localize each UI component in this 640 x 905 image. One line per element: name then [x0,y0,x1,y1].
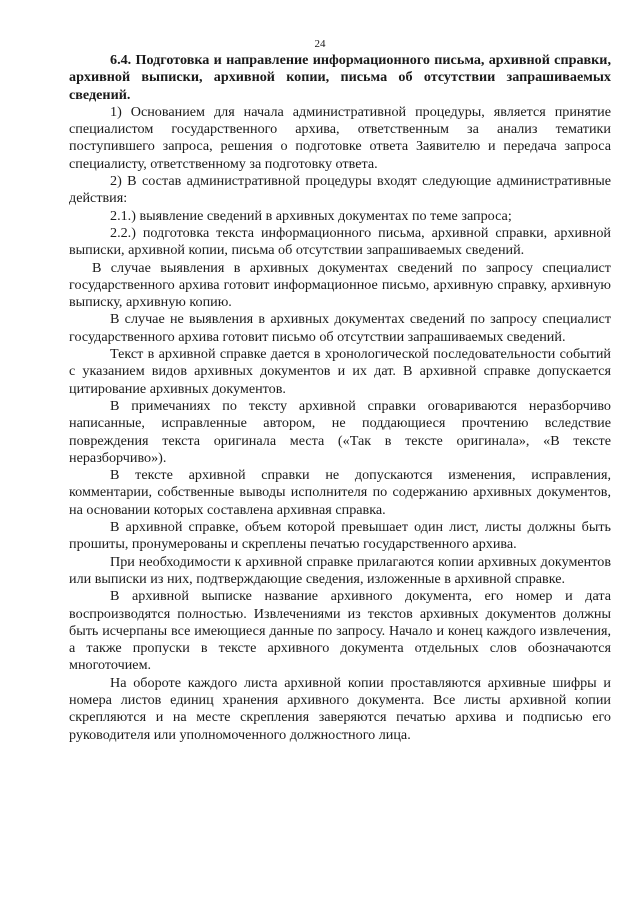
paragraph-copy: На обороте каждого листа архивной копии проставляются архивные шифры и номера листов единиц хранения архивного документа. Все листы архивной копии скрепляются и на месте скрепления заверяются печатью архива и подписью его руководителя или уполномоченного должностного лица. [69,674,611,743]
document-body [69,52,611,744]
paragraph-chronology: Текст в архивной справке дается в хронологической последовательности событий с указанием видов архивных документов и их дат. В архивной справке допускается цитирование архивных документов. [69,346,611,397]
paragraph-multipage: В архивной справке, объем которой превышает один лист, листы должны быть прошиты, пронумерованы и скреплены печатью государственного архива. [69,519,611,553]
paragraph-action-2-2: 2.2.) подготовка текста информационного письма, архивной справки, архивной выписки, архивной копии, письма об отсутствии запрашиваемых сведений. [69,224,611,259]
paragraph-no-changes: В тексте архивной справки не допускаются изменения, исправления, комментарии, собственные выводы исполнителя по содержанию архивных документов, на основании которых составлена архивная справка. [69,467,611,518]
paragraph-not-found: В случае не выявления в архивных документах сведений по запросу специалист государственного архива готовит письмо об отсутствии запрашиваемых сведений. [69,311,611,345]
paragraph-basis: 1) Основанием для начала административной процедуры, является принятие специалистом государственного архива, ответственным за анализ тематики поступившего запроса, решения о подготовке ответа Заявителю и передача запроса специалисту, ответственному за подготовку ответа. [69,103,611,172]
paragraph-actions: 2) В состав административной процедуры входят следующие административные действия: [69,173,611,207]
paragraph-attachments: При необходимости к архивной справке прилагаются копии архивных документов или выписки из них, подтверждающие сведения, изложенные в архивной справке. [69,553,611,587]
page-number: 24 [314,38,326,50]
paragraph-action-2-1: 2.1.) выявление сведений в архивных документах по теме запроса; [110,207,512,224]
paragraph-found: В случае выявления в архивных документах сведений по запросу специалист государственного архива готовит информационное письмо, архивную справку, архивную выписку, архивную копию. [69,259,611,311]
section-heading: 6.4. Подготовка и направление информационного письма, архивной справки, архивной выписки, архивной копии, письма об отсутствии запрашиваемых сведений. [69,52,611,103]
paragraph-notes: В примечаниях по тексту архивной справки оговариваются неразборчиво написанные, исправленные автором, не поддающиеся прочтению вследствие повреждения текста оригинала места («Так в тексте оригинала», «В тексте неразборчиво»). [69,397,611,466]
paragraph-extract: В архивной выписке название архивного документа, его номер и дата воспроизводятся полностью. Извлечениями из текстов архивных документов должны быть исчерпаны все имеющиеся данные по запросу. Начало и конец каждого извлечения, а также пропуски в тексте архивного документа отдельных слов обозначаются многоточием. [69,588,611,674]
